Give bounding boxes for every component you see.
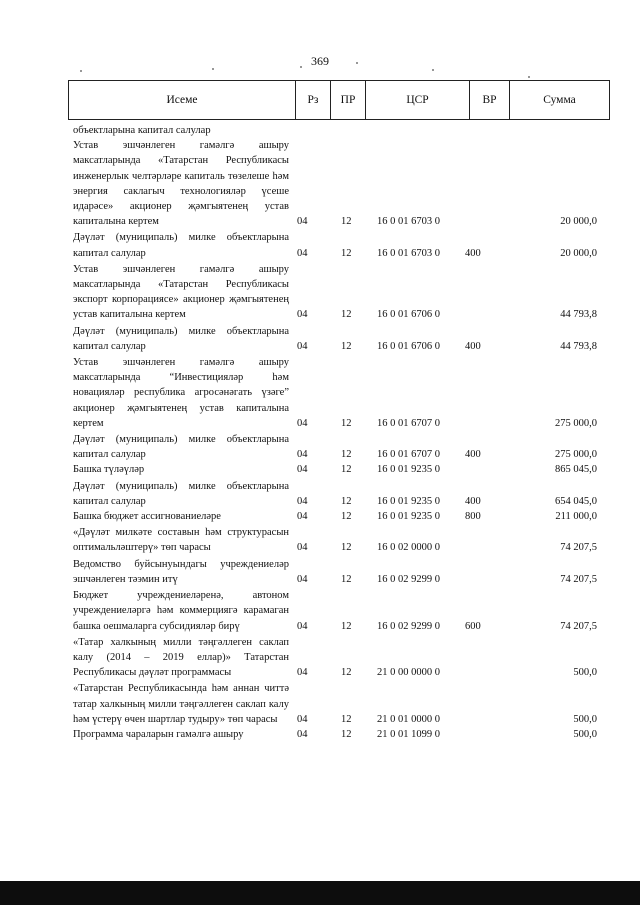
row-sum: 20 000,0	[560, 247, 597, 259]
row-name: Дәүләт (муниципаль) милке объектларына капитал салулар	[73, 232, 289, 259]
row-csr: 21 0 00 0000 0	[377, 667, 440, 679]
page-number: 369	[311, 54, 329, 68]
row-rz: 04	[297, 667, 308, 679]
row-pr: 12	[341, 417, 352, 429]
row-csr: 16 0 02 9299 0	[377, 620, 440, 632]
row-sum: 500,0	[573, 667, 597, 679]
table-row	[73, 727, 603, 742]
row-csr: 16 0 01 6703 0	[377, 247, 440, 259]
row-vr: 600	[465, 620, 481, 632]
row-rz: 04	[297, 713, 308, 725]
row-name: Дәүләт (муниципаль) милке объектларына капитал салулар	[73, 325, 289, 352]
row-sum: 500,0	[573, 728, 597, 740]
row-sum: 44 793,8	[560, 309, 597, 321]
row-vr: 800	[465, 511, 481, 523]
row-name: объектларына капитал салулар	[73, 125, 211, 136]
table-row	[73, 123, 603, 138]
row-name: Устав эшчәнлеген гамәлгә ашыру максатларында «Татарстан Республикасы экспорт корпорациясе» акционер җәмгыятенең устав капиталына кертем	[73, 263, 289, 321]
table-row	[73, 324, 603, 354]
row-name: Башка түләүләр	[73, 464, 145, 476]
row-rz: 04	[297, 340, 308, 352]
table-row	[73, 432, 603, 462]
row-pr: 12	[341, 573, 352, 585]
row-pr: 12	[341, 511, 352, 523]
table-row	[73, 635, 603, 681]
row-csr: 16 0 01 6707 0	[377, 417, 440, 429]
row-name: Устав эшчәнлеген гамәлгә ашыру максатларында «Татарстан Республикасы инженерлык челтәрләре капиталь төзелеше һәм энергия саклагыч технологияләр үсеше идарәсе» акционер җәмгыятенең устав капиталына кертем	[73, 140, 289, 228]
row-vr: 400	[465, 449, 481, 461]
row-rz: 04	[297, 573, 308, 585]
table-row	[73, 525, 603, 555]
row-csr: 16 0 01 6707 0	[377, 449, 440, 461]
row-csr: 16 0 01 9235 0	[377, 495, 440, 507]
row-rz: 04	[297, 511, 308, 523]
table-row	[73, 138, 603, 229]
table-row	[73, 479, 603, 509]
scan-bottom-edge	[0, 881, 640, 905]
row-vr: 400	[465, 495, 481, 507]
header-sum: Сумма	[509, 81, 609, 119]
row-csr: 16 0 01 6703 0	[377, 216, 440, 228]
header-name: Исеме	[166, 94, 198, 106]
row-sum: 20 000,0	[560, 216, 597, 228]
table-row	[73, 230, 603, 260]
row-rz: 04	[297, 495, 308, 507]
row-name: Программа чараларын гамәлгә ашыру	[73, 728, 244, 740]
row-pr: 12	[341, 216, 352, 228]
table-row	[73, 355, 603, 431]
row-csr: 16 0 01 6706 0	[377, 309, 440, 321]
row-name: Дәүләт (муниципаль) милке объектларына капитал салулар	[73, 480, 289, 507]
row-sum: 44 793,8	[560, 340, 597, 352]
row-name: Дәүләт (муниципаль) милке объектларына капитал салулар	[73, 434, 289, 461]
row-pr: 12	[341, 309, 352, 321]
row-sum: 654 045,0	[555, 495, 597, 507]
row-name: Устав эшчәнлеген гамәлгә ашыру максатларында “Инвестицияләр һәм новацияләр республика агросәнәгать үзәге” акционер җәмгыятенең устав капиталына кертем	[73, 357, 289, 429]
table-row	[73, 262, 603, 323]
budget-table-body	[73, 123, 603, 742]
row-pr: 12	[341, 728, 352, 740]
row-rz: 04	[297, 464, 308, 476]
table-row	[73, 681, 603, 727]
row-sum: 865 045,0	[555, 464, 597, 476]
table-row	[73, 588, 603, 634]
row-pr: 12	[341, 464, 352, 476]
row-pr: 12	[341, 667, 352, 679]
row-csr: 16 0 01 9235 0	[377, 511, 440, 523]
header-rz: Рз	[295, 81, 330, 119]
row-sum: 275 000,0	[555, 417, 597, 429]
row-sum: 275 000,0	[555, 449, 597, 461]
row-sum: 74 207,5	[560, 542, 597, 554]
row-sum: 500,0	[573, 713, 597, 725]
row-name: Ведомство буйсынуындагы учреждениеләр эшчәнлеген тәэмин итү	[73, 558, 289, 585]
row-rz: 04	[297, 216, 308, 228]
table-row	[73, 462, 603, 477]
row-csr: 21 0 01 1099 0	[377, 728, 440, 740]
row-rz: 04	[297, 620, 308, 632]
row-rz: 04	[297, 728, 308, 740]
header-pr: ПР	[330, 81, 365, 119]
header-csr: ЦСР	[365, 81, 469, 119]
row-vr: 400	[465, 247, 481, 259]
row-csr: 21 0 01 0000 0	[377, 713, 440, 725]
table-header	[68, 80, 610, 120]
row-name: Башка бюджет ассигнованиеләре	[73, 511, 221, 523]
row-pr: 12	[341, 713, 352, 725]
row-name: «Татарстан Республикасында һәм аннан читтә татар халкының милли тәңгәллеген саклап калу һәм үстерү өчен шартлар тудыру» төп чарасы	[73, 683, 289, 725]
row-pr: 12	[341, 340, 352, 352]
row-csr: 16 0 02 0000 0	[377, 542, 440, 554]
row-rz: 04	[297, 417, 308, 429]
row-pr: 12	[341, 247, 352, 259]
row-rz: 04	[297, 309, 308, 321]
row-pr: 12	[341, 542, 352, 554]
row-pr: 12	[341, 620, 352, 632]
row-vr: 400	[465, 340, 481, 352]
row-pr: 12	[341, 449, 352, 461]
row-sum: 74 207,5	[560, 573, 597, 585]
row-name: Бюджет учреждениеләренә, автоном учреждениеләргә һәм коммерциягә карамаган башка оешмаларга субсидияләр бирү	[73, 590, 289, 632]
row-name: «Татар халкының милли тәңгәллеген саклап калу (2014 – 2019 еллар)» Татарстан Республикасы дәүләт программасы	[73, 636, 289, 679]
row-sum: 74 207,5	[560, 620, 597, 632]
table-row	[73, 509, 603, 524]
row-rz: 04	[297, 449, 308, 461]
row-rz: 04	[297, 542, 308, 554]
row-sum: 211 000,0	[555, 511, 597, 523]
row-name: «Дәүләт милкәте составын һәм структурасын оптимальләштерү» төп чарасы	[73, 527, 289, 554]
header-vr: ВР	[469, 81, 509, 119]
row-csr: 16 0 01 6706 0	[377, 340, 440, 352]
table-row	[73, 557, 603, 587]
row-csr: 16 0 01 9235 0	[377, 464, 440, 476]
row-rz: 04	[297, 247, 308, 259]
row-csr: 16 0 02 9299 0	[377, 573, 440, 585]
row-pr: 12	[341, 495, 352, 507]
